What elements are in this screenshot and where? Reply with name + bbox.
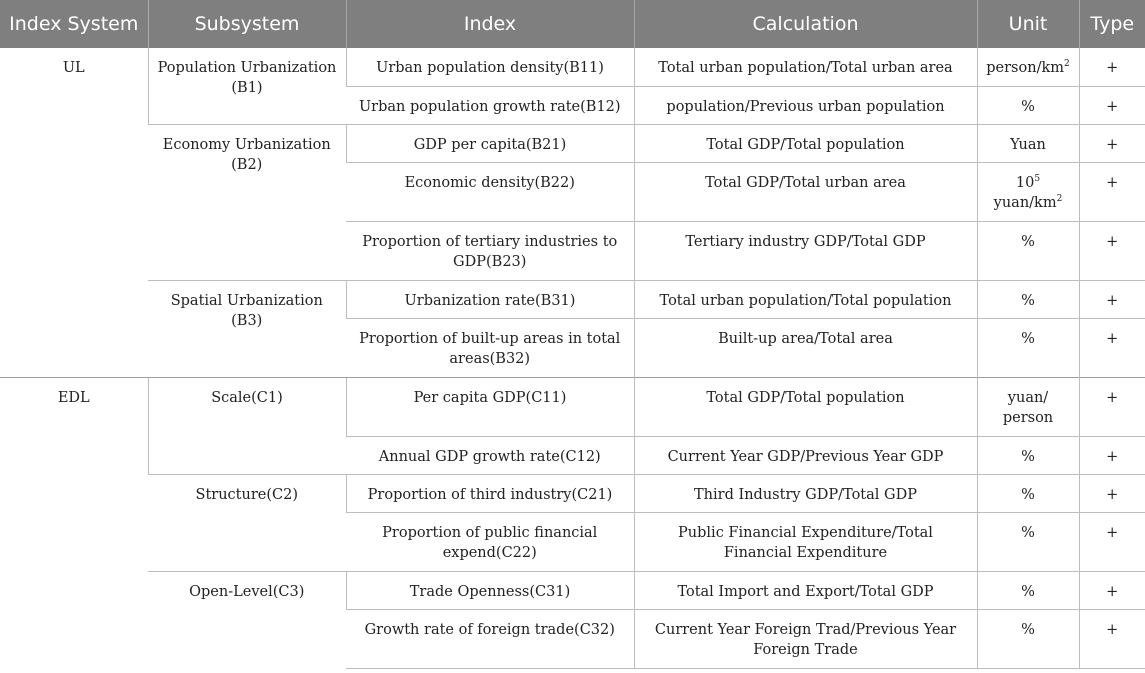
unit-cell: %	[977, 609, 1079, 668]
type-cell: +	[1079, 436, 1145, 474]
index-cell: Per capita GDP(C11)	[346, 377, 634, 436]
calculation-cell: Current Year GDP/Previous Year GDP	[634, 436, 977, 474]
unit-cell: yuan/ person	[977, 377, 1079, 436]
subsystem-cell: Economy Urbanization (B2)	[148, 124, 346, 280]
unit-exponent: 2	[1056, 193, 1063, 204]
type-cell: +	[1079, 86, 1145, 124]
unit-cell: %	[977, 512, 1079, 571]
calculation-cell: Total GDP/Total population	[634, 124, 977, 162]
type-cell: +	[1079, 571, 1145, 609]
unit-cell: %	[977, 86, 1079, 124]
unit-cell: %	[977, 436, 1079, 474]
unit-cell	[977, 162, 1079, 221]
calculation-cell: population/Previous urban population	[634, 86, 977, 124]
calculation-cell: Total Import and Export/Total GDP	[634, 571, 977, 609]
header-unit: Unit	[977, 0, 1079, 48]
calculation-cell: Total urban population/Total urban area	[634, 48, 977, 86]
type-cell: +	[1079, 221, 1145, 280]
unit-cell: %	[977, 571, 1079, 609]
calculation-cell: Third Industry GDP/Total GDP	[634, 474, 977, 512]
table-row	[0, 124, 1145, 162]
type-cell: +	[1079, 124, 1145, 162]
header-type: Type	[1079, 0, 1145, 48]
index-cell: Economic density(B22)	[346, 162, 634, 221]
unit-cell: %	[977, 318, 1079, 377]
header-calculation: Calculation	[634, 0, 977, 48]
type-cell: +	[1079, 318, 1145, 377]
type-cell: +	[1079, 474, 1145, 512]
unit-text: person/km	[986, 60, 1064, 76]
index-cell: Proportion of built-up areas in total areas(B32)	[346, 318, 634, 377]
index-system-cell: EDL	[0, 377, 148, 668]
header-index-system: Index System	[0, 0, 148, 48]
index-cell: Annual GDP growth rate(C12)	[346, 436, 634, 474]
unit-exponent: 2	[1064, 59, 1070, 70]
index-cell: Urban population density(B11)	[346, 48, 634, 86]
subsystem-cell: Scale(C1)	[148, 377, 346, 474]
type-cell: +	[1079, 48, 1145, 86]
header-index: Index	[346, 0, 634, 48]
calculation-cell: Current Year Foreign Trad/Previous Year Foreign Trade	[634, 609, 977, 668]
header-row	[0, 0, 1145, 48]
table-row	[0, 474, 1145, 512]
index-cell: Growth rate of foreign trade(C32)	[346, 609, 634, 668]
index-cell: Trade Openness(C31)	[346, 571, 634, 609]
calculation-cell: Total GDP/Total population	[634, 377, 977, 436]
unit-cell	[977, 48, 1079, 86]
table-row	[0, 48, 1145, 86]
calculation-cell: Total urban population/Total population	[634, 280, 977, 318]
subsystem-cell: Spatial Urbanization (B3)	[148, 280, 346, 377]
calculation-cell: Public Financial Expenditure/Total Financial Expenditure	[634, 512, 977, 571]
type-cell: +	[1079, 377, 1145, 436]
index-cell: Proportion of third industry(C21)	[346, 474, 634, 512]
table-row	[0, 377, 1145, 436]
index-cell: Proportion of public financial expend(C22)	[346, 512, 634, 571]
unit-cell: Yuan	[977, 124, 1079, 162]
unit-cell: %	[977, 280, 1079, 318]
calculation-cell: Total GDP/Total urban area	[634, 162, 977, 221]
type-cell: +	[1079, 512, 1145, 571]
calculation-cell: Built-up area/Total area	[634, 318, 977, 377]
table-row	[0, 571, 1145, 609]
type-cell: +	[1079, 280, 1145, 318]
index-cell: Urban population growth rate(B12)	[346, 86, 634, 124]
subsystem-cell: Structure(C2)	[148, 474, 346, 571]
index-cell: Proportion of tertiary industries to GDP(B23)	[346, 221, 634, 280]
calculation-cell: Tertiary industry GDP/Total GDP	[634, 221, 977, 280]
unit-cell: %	[977, 221, 1079, 280]
type-cell: +	[1079, 609, 1145, 668]
index-system-cell: UL	[62, 60, 85, 76]
table-row	[0, 280, 1145, 318]
subsystem-cell: Open-Level(C3)	[148, 571, 346, 668]
index-cell: GDP per capita(B21)	[346, 124, 634, 162]
unit-text: 10	[1015, 174, 1035, 191]
unit-cell: %	[977, 474, 1079, 512]
unit-exponent: 5	[1034, 173, 1041, 184]
unit-text: yuan/km	[993, 194, 1057, 211]
subsystem-cell: Population Urbanization (B1)	[148, 48, 346, 124]
index-cell: Urbanization rate(B31)	[346, 280, 634, 318]
header-subsystem: Subsystem	[148, 0, 346, 48]
type-cell: +	[1079, 162, 1145, 221]
